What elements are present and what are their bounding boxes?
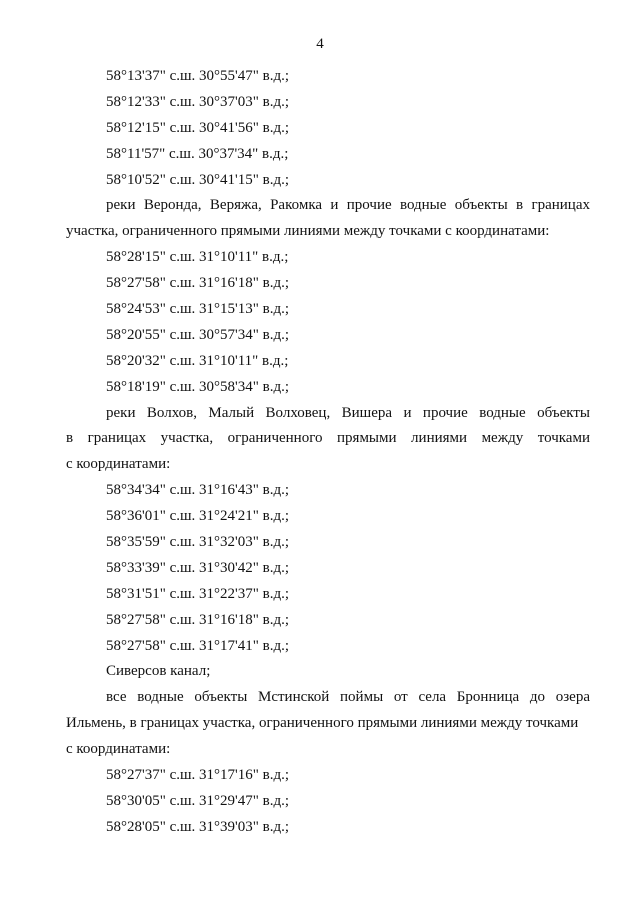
coordinate-line: 58°27'58" с.ш. 31°16'18" в.д.; bbox=[106, 275, 289, 292]
coordinate-line: 58°36'01" с.ш. 31°24'21" в.д.; bbox=[106, 508, 289, 525]
paragraph-line: реки Волхов, Малый Волховец, Вишера и прочие водные объекты bbox=[106, 404, 590, 421]
coordinate-line: 58°11'57" с.ш. 30°37'34" в.д.; bbox=[106, 145, 289, 162]
paragraph-line: реки Веронда, Веряжа, Ракомка и прочие водные объекты в границах bbox=[106, 197, 590, 214]
paragraph-line: с координатами: bbox=[66, 741, 171, 758]
paragraph-line: все водные объекты Мстинской поймы от села Бронница до озера bbox=[106, 689, 590, 706]
coordinate-line: 58°31'51" с.ш. 31°22'37" в.д.; bbox=[106, 585, 289, 602]
coordinate-line: 58°20'55" с.ш. 30°57'34" в.д.; bbox=[106, 326, 289, 343]
paragraph-line: Сиверсов канал; bbox=[106, 663, 211, 680]
coordinate-line: 58°12'15" с.ш. 30°41'56" в.д.; bbox=[106, 119, 289, 136]
coordinate-line: 58°35'59" с.ш. 31°32'03" в.д.; bbox=[106, 534, 289, 551]
coordinate-line: 58°33'39" с.ш. 31°30'42" в.д.; bbox=[106, 559, 289, 576]
paragraph-line: участка, ограниченного прямыми линиями между точками с координатами: bbox=[66, 223, 550, 240]
paragraph-line: Ильмень, в границах участка, ограниченного прямыми линиями между точками bbox=[66, 715, 579, 732]
coordinate-line: 58°24'53" с.ш. 31°15'13" в.д.; bbox=[106, 301, 289, 318]
coordinate-line: 58°18'19" с.ш. 30°58'34" в.д.; bbox=[106, 378, 289, 395]
coordinate-line: 58°30'05" с.ш. 31°29'47" в.д.; bbox=[106, 792, 289, 809]
coordinate-line: 58°12'33" с.ш. 30°37'03" в.д.; bbox=[106, 93, 289, 110]
paragraph-line: в границах участка, ограниченного прямыми линиями между точками bbox=[66, 430, 590, 447]
coordinate-line: 58°27'58" с.ш. 31°17'41" в.д.; bbox=[106, 637, 289, 654]
coordinate-line: 58°20'32" с.ш. 31°10'11" в.д.; bbox=[106, 352, 289, 369]
document-body bbox=[66, 64, 590, 841]
page-number: 4 bbox=[316, 36, 324, 52]
coordinate-line: 58°34'34" с.ш. 31°16'43" в.д.; bbox=[106, 482, 289, 499]
paragraph-line: с координатами: bbox=[66, 456, 171, 473]
coordinate-line: 58°10'52" с.ш. 30°41'15" в.д.; bbox=[106, 171, 289, 188]
coordinate-line: 58°13'37" с.ш. 30°55'47" в.д.; bbox=[106, 68, 289, 84]
coordinate-line: 58°28'05" с.ш. 31°39'03" в.д.; bbox=[106, 818, 289, 835]
coordinate-line: 58°27'37" с.ш. 31°17'16" в.д.; bbox=[106, 767, 289, 784]
coordinate-line: 58°27'58" с.ш. 31°16'18" в.д.; bbox=[106, 611, 289, 628]
coordinate-line: 58°28'15" с.ш. 31°10'11" в.д.; bbox=[106, 249, 289, 266]
